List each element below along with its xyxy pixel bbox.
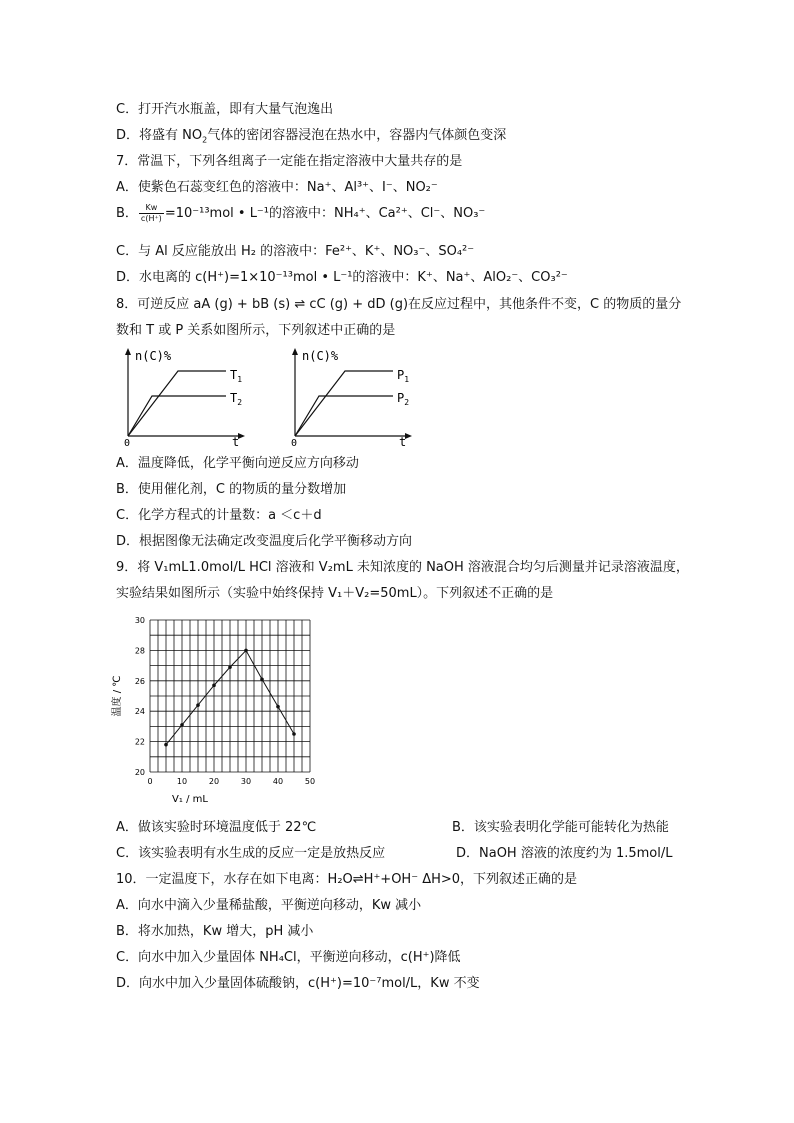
y-tick-label: 28 <box>134 646 145 656</box>
graph2-curve-p1 <box>295 371 393 436</box>
q8-graph-pressure <box>285 346 417 448</box>
q10-stem: 10．一定温度下，水存在如下电离：H₂O⇌H⁺+OH⁻ ΔH>0，下列叙述正确的是 <box>116 872 578 887</box>
q6-option-c: C．打开汽水瓶盖，即有大量气泡逸出 <box>116 102 334 117</box>
q10-option-d: D．向水中加入少量固体硫酸钠，c(H⁺)=10⁻⁷mol/L，Kw 不变 <box>116 976 480 991</box>
q7-option-d: D．水电离的 c(H⁺)=1×10⁻¹³mol • L⁻¹的溶液中：K⁺、Na⁺、AlO₂⁻、CO₃²⁻ <box>116 270 568 285</box>
data-point <box>228 665 232 669</box>
q9-option-d: D．NaOH 溶液的浓度约为 1.5mol/L <box>456 846 673 861</box>
y-tick-label: 20 <box>134 768 145 777</box>
equilibrium-arrow-icon: ⇌ <box>294 297 306 312</box>
q9-option-a: A．做该实验时环境温度低于 22℃ <box>116 820 317 835</box>
chart-grid <box>150 620 310 772</box>
data-point <box>292 732 296 736</box>
graph1-origin: 0 <box>124 438 131 448</box>
graph2-label-p2: $P_2$ <box>397 391 410 407</box>
graph1-xlabel: t <box>232 435 240 448</box>
graph1-label-t1: $T_1$ <box>230 368 243 384</box>
graph1-curve-t1 <box>128 371 226 436</box>
x-tick-label: 20 <box>208 777 220 786</box>
q8-stem-line2: 数和 T 或 P 关系如图所示，下列叙述中正确的是 <box>116 323 396 338</box>
x-tick-label: 10 <box>176 777 188 786</box>
q9-option-b: B．该实验表明化学能可能转化为热能 <box>452 820 669 835</box>
q8-option-c: C．化学方程式的计量数：a ＜c＋d <box>116 508 322 523</box>
kw-fraction: $\frac{Kw}{c(H^+)}$ <box>140 203 162 223</box>
data-point <box>196 703 200 707</box>
q7-option-b: B． $\frac{Kw}{c(H^+)}$ =10⁻¹³mol • L⁻¹的溶液中：NH₄⁺、Ca²⁺、Cl⁻、NO₃⁻ <box>116 203 486 223</box>
y-tick-label: 30 <box>134 616 145 625</box>
y-tick-label: 26 <box>134 676 145 686</box>
data-point <box>164 743 168 747</box>
q8-graph-temperature <box>118 346 250 448</box>
q8-option-b: B．使用催化剂，C 的物质的量分数增加 <box>116 482 347 497</box>
y-tick-label: 24 <box>134 707 145 717</box>
graph2-ylabel: n(C)% <box>302 349 339 363</box>
data-point <box>244 649 248 653</box>
q7-option-c: C．与 Al 反应能放出 H₂ 的溶液中：Fe²⁺、K⁺、NO₃⁻、SO₄²⁻ <box>116 244 475 259</box>
q7-option-a: A．使紫色石蕊变红色的溶液中：Na⁺、Al³⁺、I⁻、NO₂⁻ <box>116 180 438 195</box>
q10-option-c: C．向水中加入少量固体 NH₄Cl，平衡逆向移动，c(H⁺)降低 <box>116 950 461 965</box>
q6-option-d: D．将盛有 $NO_2$气体的密闭容器浸泡在热水中，容器内气体颜色变深 <box>116 128 507 145</box>
equilibrium-arrow-icon: ⇌ <box>352 872 364 887</box>
q9-temperature-chart <box>108 612 338 808</box>
q8-option-d: D．根据图像无法确定改变温度后化学平衡移动方向 <box>116 534 413 549</box>
graph2-xlabel: t <box>399 435 407 448</box>
q9-stem-line1: 9．将 V₁mL1.0mol/L HCl 溶液和 V₂mL 未知浓度的 NaOH 溶液混合均匀后测量并记录溶液温度， <box>116 560 689 575</box>
q8-option-a: A．温度降低，化学平衡向逆反应方向移动 <box>116 456 359 471</box>
q7-stem: 7．常温下，下列各组离子一定能在指定溶液中大量共存的是 <box>116 154 463 169</box>
x-tick-label: 40 <box>272 777 284 786</box>
graph1-label-t2: $T_2$ <box>230 391 243 407</box>
data-point <box>276 705 280 709</box>
graph1-ylabel: n(C)% <box>135 349 172 363</box>
data-point <box>212 684 216 688</box>
q9-stem-line2: 实验结果如图所示（实验中始终保持 V₁＋V₂=50mL）。下列叙述不正确的是 <box>116 586 554 601</box>
x-tick-label: 0 <box>147 777 153 786</box>
y-tick-label: 22 <box>134 737 145 747</box>
q8-stem-line1: 8．可逆反应 aA (g) + bB (s) ⇌ cC (g) + dD (g)在反应过程中，其他条件不变，C 的物质的量分 <box>116 297 682 312</box>
graph2-origin: 0 <box>291 438 298 448</box>
x-tick-label: 30 <box>240 777 252 786</box>
q9-option-c: C．该实验表明有水生成的反应一定是放热反应 <box>116 846 386 861</box>
x-tick-label: 50 <box>304 777 316 786</box>
q10-option-b: B．将水加热，Kw 增大，pH 减小 <box>116 924 314 939</box>
chart-y-axis-label: 温度 / ℃ <box>112 675 123 717</box>
q10-option-a: A．向水中滴入少量稀盐酸，平衡逆向移动，Kw 减小 <box>116 898 422 913</box>
data-point <box>180 723 184 727</box>
data-point <box>260 677 264 681</box>
graph2-label-p1: $P_1$ <box>397 368 410 384</box>
chart-x-axis-label: V₁ / mL <box>172 794 208 805</box>
